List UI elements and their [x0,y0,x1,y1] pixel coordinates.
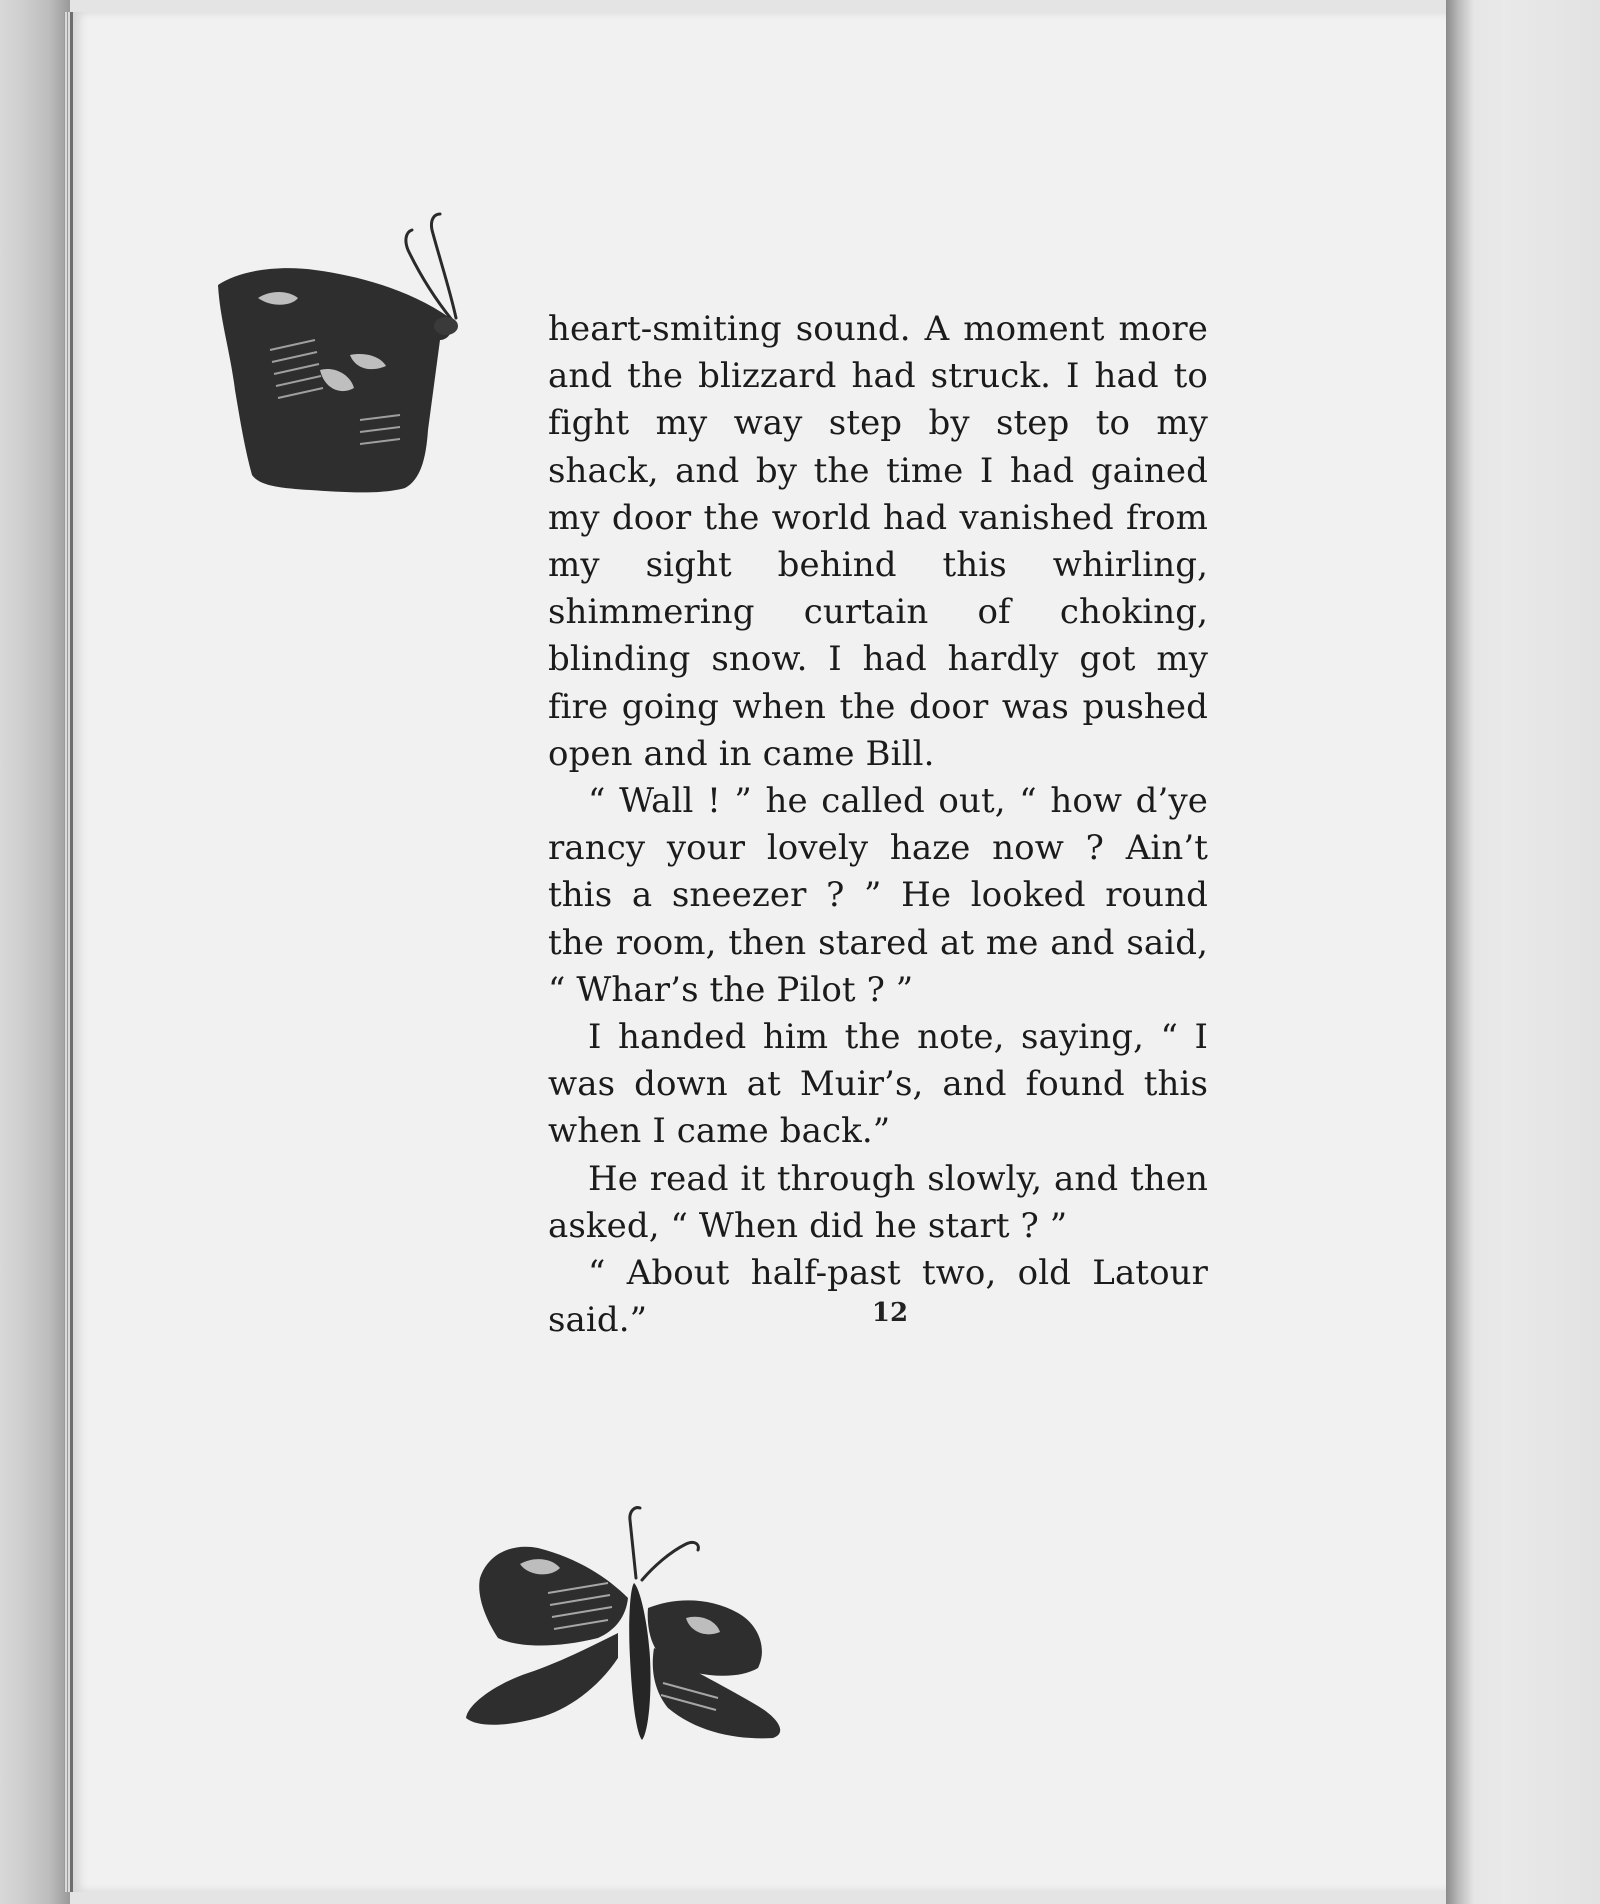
paragraph-1: heart-smiting sound. A moment more and the blizzard had struck. I had to fight my way step by step to my shack, and by the time I had gained my door the world had vanished from my sight behind this whirling, shimmering curtain of choking, blinding snow. I had hardly got my fire going when the door was pushed open and in came Bill. [548,309,1208,774]
book-gutter-right [1446,0,1600,1904]
paragraph-3: I handed him the note, saying, “ I was down at Muir’s, and found this when I came back.” [548,1017,1208,1152]
paragraph-2: “ Wall ! ” he called out, “ how d’ye rancy your lovely haze now ? Ain’t this a sneezer ? ” He looked round the room, then stared at me and said, “ Whar’s the Pilot ? ” [548,781,1208,1010]
paragraph-4: He read it through slowly, and then asked, “ When did he start ? ” [548,1158,1208,1246]
book-edge-left [0,0,70,1904]
page-text [548,306,1208,1344]
butterfly-bottom-icon [458,1448,818,1748]
butterfly-top-icon [200,190,490,510]
page-number: 12 [871,1298,909,1328]
paragraph-5: “ About half-past two, old Latour said.” [548,1253,1208,1341]
